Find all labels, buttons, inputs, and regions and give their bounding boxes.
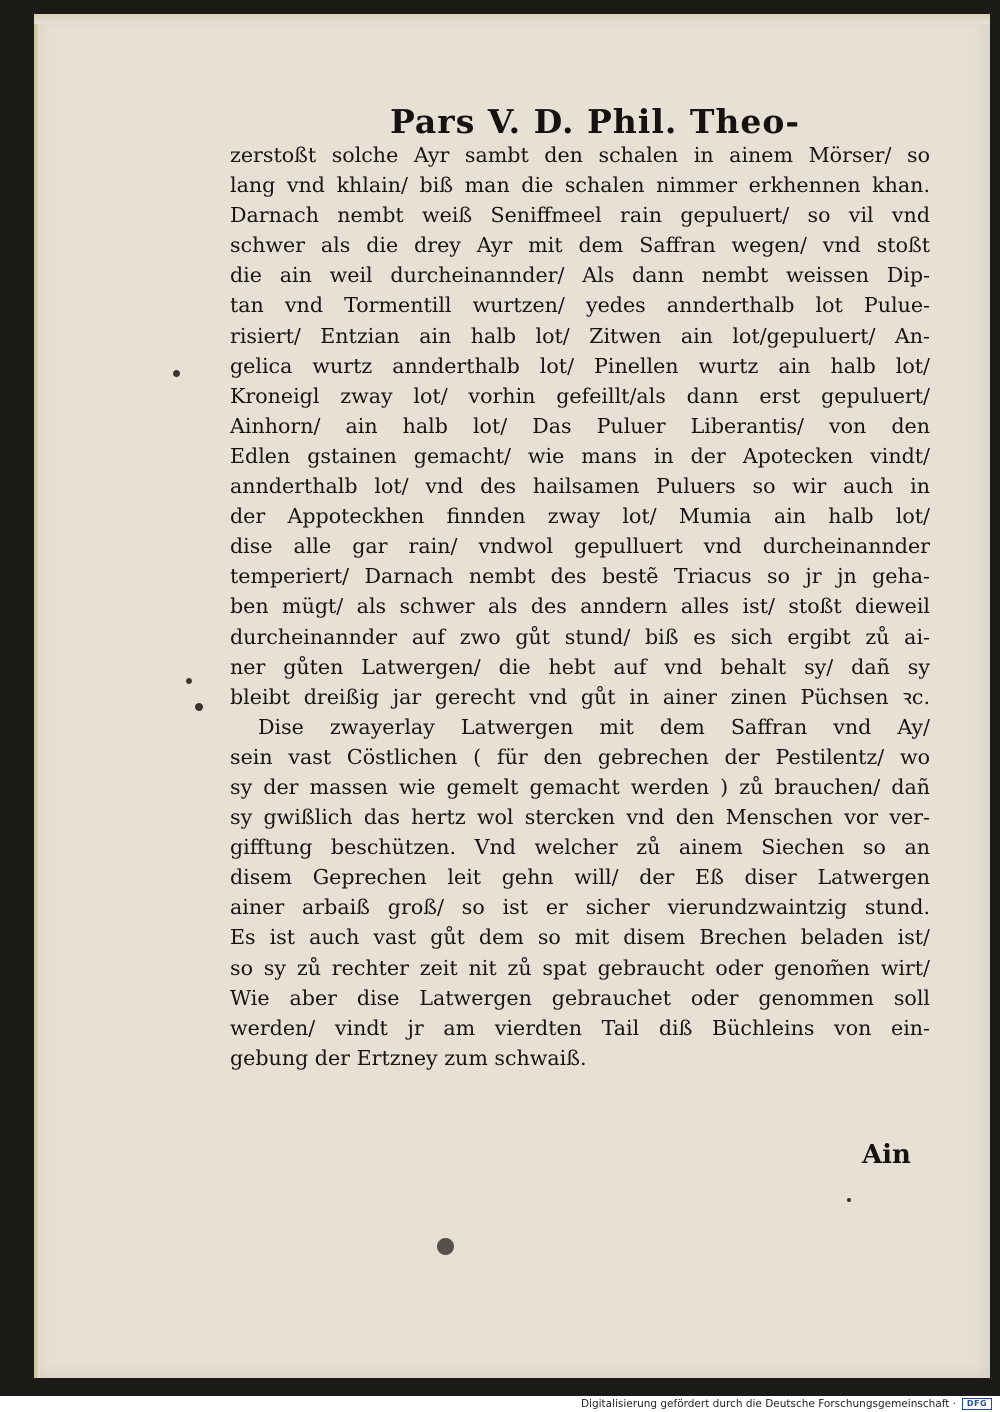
text-line: ner gůten Latwergen/ die hebt auf vnd behalt sy/ dañ sy <box>230 654 930 679</box>
text-line: Kroneigl zway lot/ vorhin gefeillt/als dann erst gepuluert/ <box>230 383 930 408</box>
text-line: bleibt dreißig jar gerecht vnd gůt in ainer zinen Püchsen ꝛc. <box>230 684 930 709</box>
text-line: temperiert/ Darnach nembt des bestẽ Triacus so jr jn geha- <box>230 564 930 589</box>
ink-blot <box>437 1238 454 1255</box>
page-body-text <box>230 140 930 1073</box>
text-line: Wie aber dise Latwergen gebrauchet oder genommen soll <box>230 985 930 1010</box>
text-line: gebung der Ertzney zum schwaiß. <box>230 1045 587 1070</box>
text-line: Darnach nembt weiß Seniffmeel rain gepuluert/ so vil vnd <box>230 203 930 228</box>
text-line: zerstoßt solche Ayr sambt den schalen in ainem Mörser/ so <box>230 143 930 167</box>
catchword: Ain <box>862 1140 911 1170</box>
page-edge-shadow <box>34 14 40 1378</box>
text-line: dise alle gar rain/ vndwol gepulluert vnd durcheinannder <box>230 534 930 559</box>
text-line: die ain weil durcheinannder/ Als dann nembt weissen Dip- <box>230 263 930 288</box>
ink-speck <box>847 1198 851 1202</box>
text-line: ben mügt/ als schwer als des anndern alles ist/ stoßt dieweil <box>230 594 930 619</box>
text-line: der Appoteckhen finnden zway lot/ Mumia ain halb lot/ <box>230 504 930 529</box>
text-line: risiert/ Entzian ain halb lot/ Zitwen ain lot/gepuluert/ An- <box>230 323 930 348</box>
running-head: Pars V. D. Phil. Theo- <box>390 102 801 141</box>
text-line: disem Geprechen leit gehn will/ der Eß diser Latwergen <box>230 865 930 890</box>
dfg-logo: DFG <box>962 1398 992 1410</box>
text-line: lang vnd khlain/ biß man die schalen nimmer erkhennen khan. <box>230 173 930 198</box>
funding-note: Digitalisierung gefördert durch die Deutsche Forschungsgemeinschaft · <box>580 1398 956 1410</box>
text-line: Edlen gstainen gemacht/ wie mans in der Apotecken vindt/ <box>230 443 930 468</box>
text-line: tan vnd Tormentill wurtzen/ yedes annderthalb lot Pulue- <box>230 293 930 318</box>
page-top-edge <box>34 14 990 24</box>
ink-speck <box>186 678 192 684</box>
text-line: sy gwißlich das hertz wol stercken vnd den Menschen vor ver- <box>230 805 930 830</box>
text-line: durcheinannder auf zwo gůt stund/ biß es sich ergibt zů ai- <box>230 624 930 649</box>
text-line: sein vast Cöstlichen ( für den gebrechen der Pestilentz/ wo <box>230 744 930 769</box>
text-line: Ainhorn/ ain halb lot/ Das Puluer Liberantis/ von den <box>230 413 930 438</box>
text-line: Dise zwayerlay Latwergen mit dem Saffran vnd Ay/ <box>258 714 930 739</box>
text-line: ainer arbaiß groß/ so ist er sicher vierundzwaintzig stund. <box>230 895 930 920</box>
ink-speck <box>173 370 180 377</box>
text-line: so sy zů rechter zeit nit zů spat gebraucht oder genom̃en wirt/ <box>230 955 930 980</box>
text-line: sy der massen wie gemelt gemacht werden ) zů brauchen/ dañ <box>230 774 930 799</box>
text-line: gelica wurtz annderthalb lot/ Pinellen wurtz ain halb lot/ <box>230 353 930 378</box>
text-line: werden/ vindt jr am vierdten Tail diß Büchleins von ein- <box>230 1015 930 1040</box>
text-line: gifftung beschützen. Vnd welcher zů ainem Siechen so an <box>230 835 930 860</box>
ink-speck <box>195 703 203 711</box>
text-line: annderthalb lot/ vnd des hailsamen Puluers so wir auch in <box>230 474 930 499</box>
text-line: schwer als die drey Ayr mit dem Saffran wegen/ vnd stoßt <box>230 233 930 258</box>
text-line: Es ist auch vast gůt dem so mit disem Brechen beladen ist/ <box>230 925 930 950</box>
